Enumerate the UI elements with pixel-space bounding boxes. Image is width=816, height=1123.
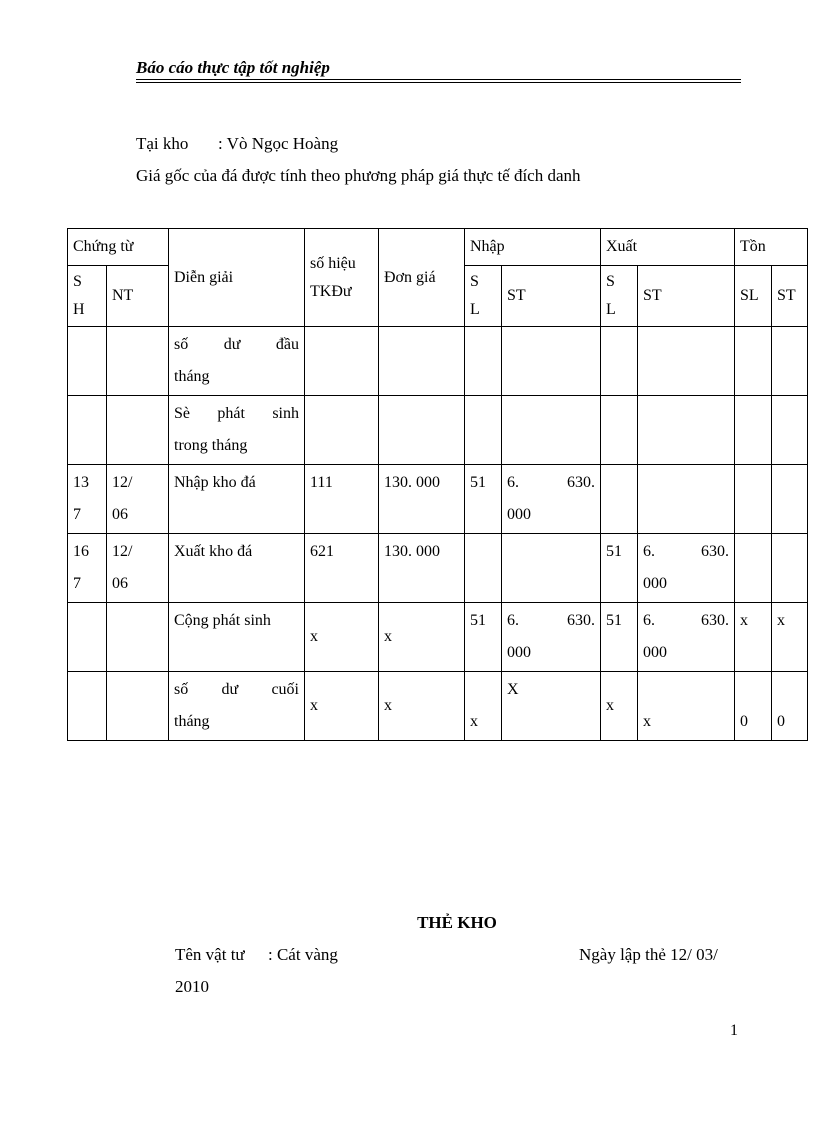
cell-in-st	[502, 534, 601, 603]
cell-out-sl	[601, 465, 638, 534]
header-so-hieu-tk	[305, 229, 379, 327]
warehouse-value: : Vò Ngọc Hoàng	[218, 134, 339, 153]
header-nhap-st: ST	[502, 266, 601, 327]
header-chung-tu: Chứng từ	[68, 229, 169, 266]
cell-out-st	[638, 396, 735, 465]
header-ton-st: ST	[772, 266, 808, 327]
report-header: Báo cáo thực tập tốt nghiệp	[136, 58, 330, 77]
header-sh: S H	[68, 266, 107, 327]
cell-out-st	[638, 465, 735, 534]
cell-bal-st	[772, 534, 808, 603]
cell-desc: số dư cuối tháng	[169, 672, 305, 741]
cell-desc: Sè phát sinh trong tháng	[169, 396, 305, 465]
cell-nt	[107, 327, 169, 396]
card-date: Ngày lập thẻ 12/ 03/	[579, 945, 718, 964]
cell-out-st	[638, 327, 735, 396]
cell-in-sl: 51	[465, 603, 502, 672]
cell-in-st	[502, 327, 601, 396]
cell-nt	[107, 603, 169, 672]
header-don-gia: Đơn giá	[379, 229, 465, 327]
warehouse-line	[136, 134, 338, 154]
cell-out-sl	[601, 327, 638, 396]
cell-desc: số dư đầu tháng	[169, 327, 305, 396]
cell-desc: Xuất kho đá	[169, 534, 305, 603]
cell-sh	[68, 672, 107, 741]
cell-out-st: 6. 630. 000	[638, 534, 735, 603]
material-label: Tên vật tư	[175, 945, 245, 964]
cell-in-sl: x	[465, 672, 502, 741]
cell-in-st: 6. 630. 000	[502, 603, 601, 672]
cell-sh: 16 7	[68, 534, 107, 603]
table-row	[68, 465, 808, 534]
cell-tk: 621	[305, 534, 379, 603]
ledger-table	[67, 228, 808, 741]
table-row	[68, 396, 808, 465]
header-row-1	[68, 229, 808, 266]
cell-tk: x	[305, 603, 379, 672]
page-number: 1	[730, 1022, 738, 1039]
cell-out-sl	[601, 396, 638, 465]
cell-desc: Cộng phát sinh	[169, 603, 305, 672]
cell-bal-sl	[735, 465, 772, 534]
header-nhap-sl: S L	[465, 266, 502, 327]
header-dien-giai: Diễn giải	[169, 229, 305, 327]
cell-out-sl: 51	[601, 534, 638, 603]
cell-bal-sl: 0	[735, 672, 772, 741]
cell-in-st	[502, 396, 601, 465]
header-nt: NT	[107, 266, 169, 327]
cell-in-sl: 51	[465, 465, 502, 534]
cell-tk: x	[305, 672, 379, 741]
cell-sh	[68, 603, 107, 672]
cell-bal-sl	[735, 327, 772, 396]
cell-out-st: x	[638, 672, 735, 741]
material-value: : Cát vàng	[268, 945, 338, 964]
cell-in-st: 6. 630. 000	[502, 465, 601, 534]
cell-price: x	[379, 603, 465, 672]
cell-bal-sl	[735, 396, 772, 465]
card-date-year: 2010	[175, 977, 209, 996]
cell-in-sl	[465, 327, 502, 396]
header-rule-double	[136, 82, 741, 83]
cell-bal-st	[772, 396, 808, 465]
cell-out-st: 6. 630. 000	[638, 603, 735, 672]
header-tk: TKĐư	[310, 282, 352, 300]
cell-bal-sl: x	[735, 603, 772, 672]
cell-price: 130. 000	[379, 534, 465, 603]
cell-price	[379, 327, 465, 396]
cell-bal-st	[772, 465, 808, 534]
cell-nt	[107, 672, 169, 741]
cell-price: 130. 000	[379, 465, 465, 534]
cell-sh	[68, 396, 107, 465]
warehouse-label: Tại kho	[136, 134, 189, 153]
cell-sh: 13 7	[68, 465, 107, 534]
cell-price	[379, 396, 465, 465]
header-ton: Tồn	[735, 229, 808, 266]
cell-out-sl: 51	[601, 603, 638, 672]
header-xuat-st: ST	[638, 266, 735, 327]
cell-nt: 12/ 06	[107, 534, 169, 603]
cost-note: Giá gốc của đá được tính theo phương pháp giá thực tế đích danh	[136, 166, 581, 185]
cell-desc: Nhập kho đá	[169, 465, 305, 534]
cell-tk: 111	[305, 465, 379, 534]
cell-in-sl	[465, 396, 502, 465]
cell-bal-st	[772, 327, 808, 396]
cell-in-sl	[465, 534, 502, 603]
header-so-hieu: số hiệu	[310, 254, 356, 272]
header-xuat: Xuất	[601, 229, 735, 266]
header-rule	[136, 79, 741, 80]
cell-bal-st: x	[772, 603, 808, 672]
cell-tk	[305, 396, 379, 465]
stock-card-title: THẺ KHO	[417, 913, 497, 932]
cell-nt: 12/ 06	[107, 465, 169, 534]
cell-nt	[107, 396, 169, 465]
cell-bal-st: 0	[772, 672, 808, 741]
table-row	[68, 672, 808, 741]
cell-sh	[68, 327, 107, 396]
cell-bal-sl	[735, 534, 772, 603]
header-ton-sl: SL	[735, 266, 772, 327]
cell-price: x	[379, 672, 465, 741]
material-line	[175, 945, 338, 965]
cell-tk	[305, 327, 379, 396]
header-xuat-sl: S L	[601, 266, 638, 327]
cell-out-sl: x	[601, 672, 638, 741]
header-nhap: Nhập	[465, 229, 601, 266]
table-row	[68, 534, 808, 603]
cell-in-st: X	[502, 672, 601, 741]
table-row	[68, 603, 808, 672]
table-row	[68, 327, 808, 396]
